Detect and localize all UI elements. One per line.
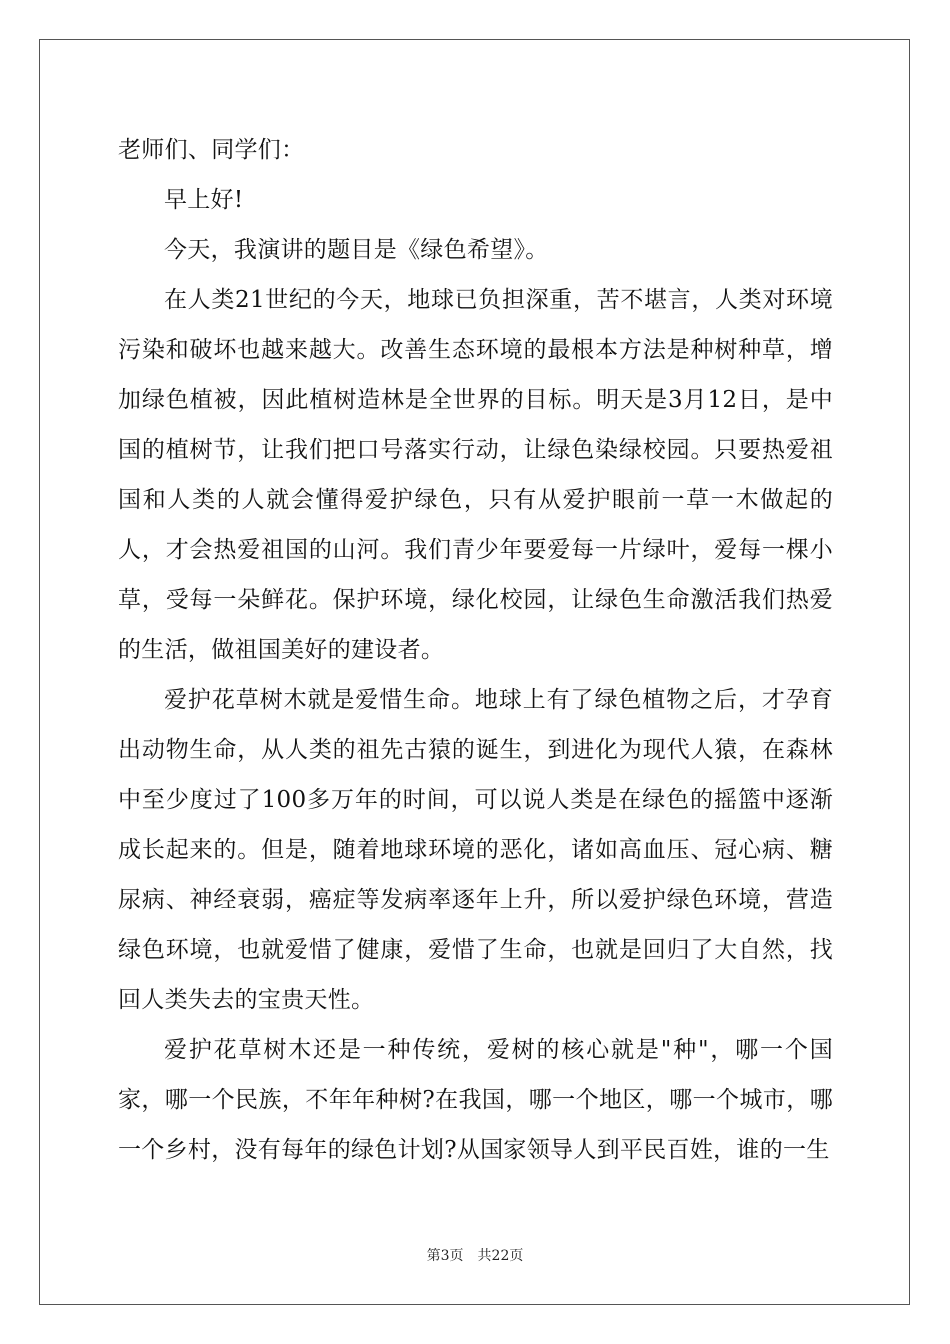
page-total: 共22页 bbox=[477, 1248, 524, 1264]
document-body bbox=[118, 125, 833, 1175]
paragraph-tradition: 爱护花草树木还是一种传统，爱树的核心就是"种"，哪一个国家，哪一个民族，不年年种树?在我国，哪一个地区，哪一个城市，哪一个乡村，没有每年的绿色计划?从国家领导人到平民百姓，谁的一生 bbox=[118, 1037, 833, 1163]
paragraph-cherish-life: 爱护花草树木就是爱惜生命。地球上有了绿色植物之后，才孕育出动物生命，从人类的祖先古猿的诞生，到进化为现代人猿，在森林中至少度过了100多万年的时间，可以说人类是在绿色的摇篮中逐渐成长起来的。但是，随着地球环境的恶化，诸如高血压、冠心病、糖尿病、神经衰弱，癌症等发病率逐年上升，所以爱护绿色环境，营造绿色环境，也就爱惜了健康，爱惜了生命，也就是回归了大自然，找回人类失去的宝贵天性。 bbox=[118, 687, 833, 1013]
paragraph-environment: 在人类21世纪的今天，地球已负担深重，苦不堪言，人类对环境污染和破坏也越来越大。改善生态环境的最根本方法是种树种草，增加绿色植被，因此植树造林是全世界的目标。明天是3月12日，是中国的植树节，让我们把口号落实行动，让绿色染绿校园。只要热爱祖国和人类的人就会懂得爱护绿色，只有从爱护眼前一草一木做起的人，才会热爱祖国的山河。我们青少年要爱每一片绿叶，爱每一棵小草，受每一朵鲜花。保护环境，绿化校园，让绿色生命激活我们热爱的生活，做祖国美好的建设者。 bbox=[118, 287, 833, 663]
paragraph-topic: 今天，我演讲的题目是《绿色希望》。 bbox=[164, 237, 549, 263]
salutation: 老师们、同学们： bbox=[118, 137, 305, 163]
page-footer bbox=[0, 1246, 950, 1266]
page-number: 第3页 bbox=[426, 1248, 464, 1264]
paragraph-greeting: 早上好! bbox=[164, 187, 244, 213]
